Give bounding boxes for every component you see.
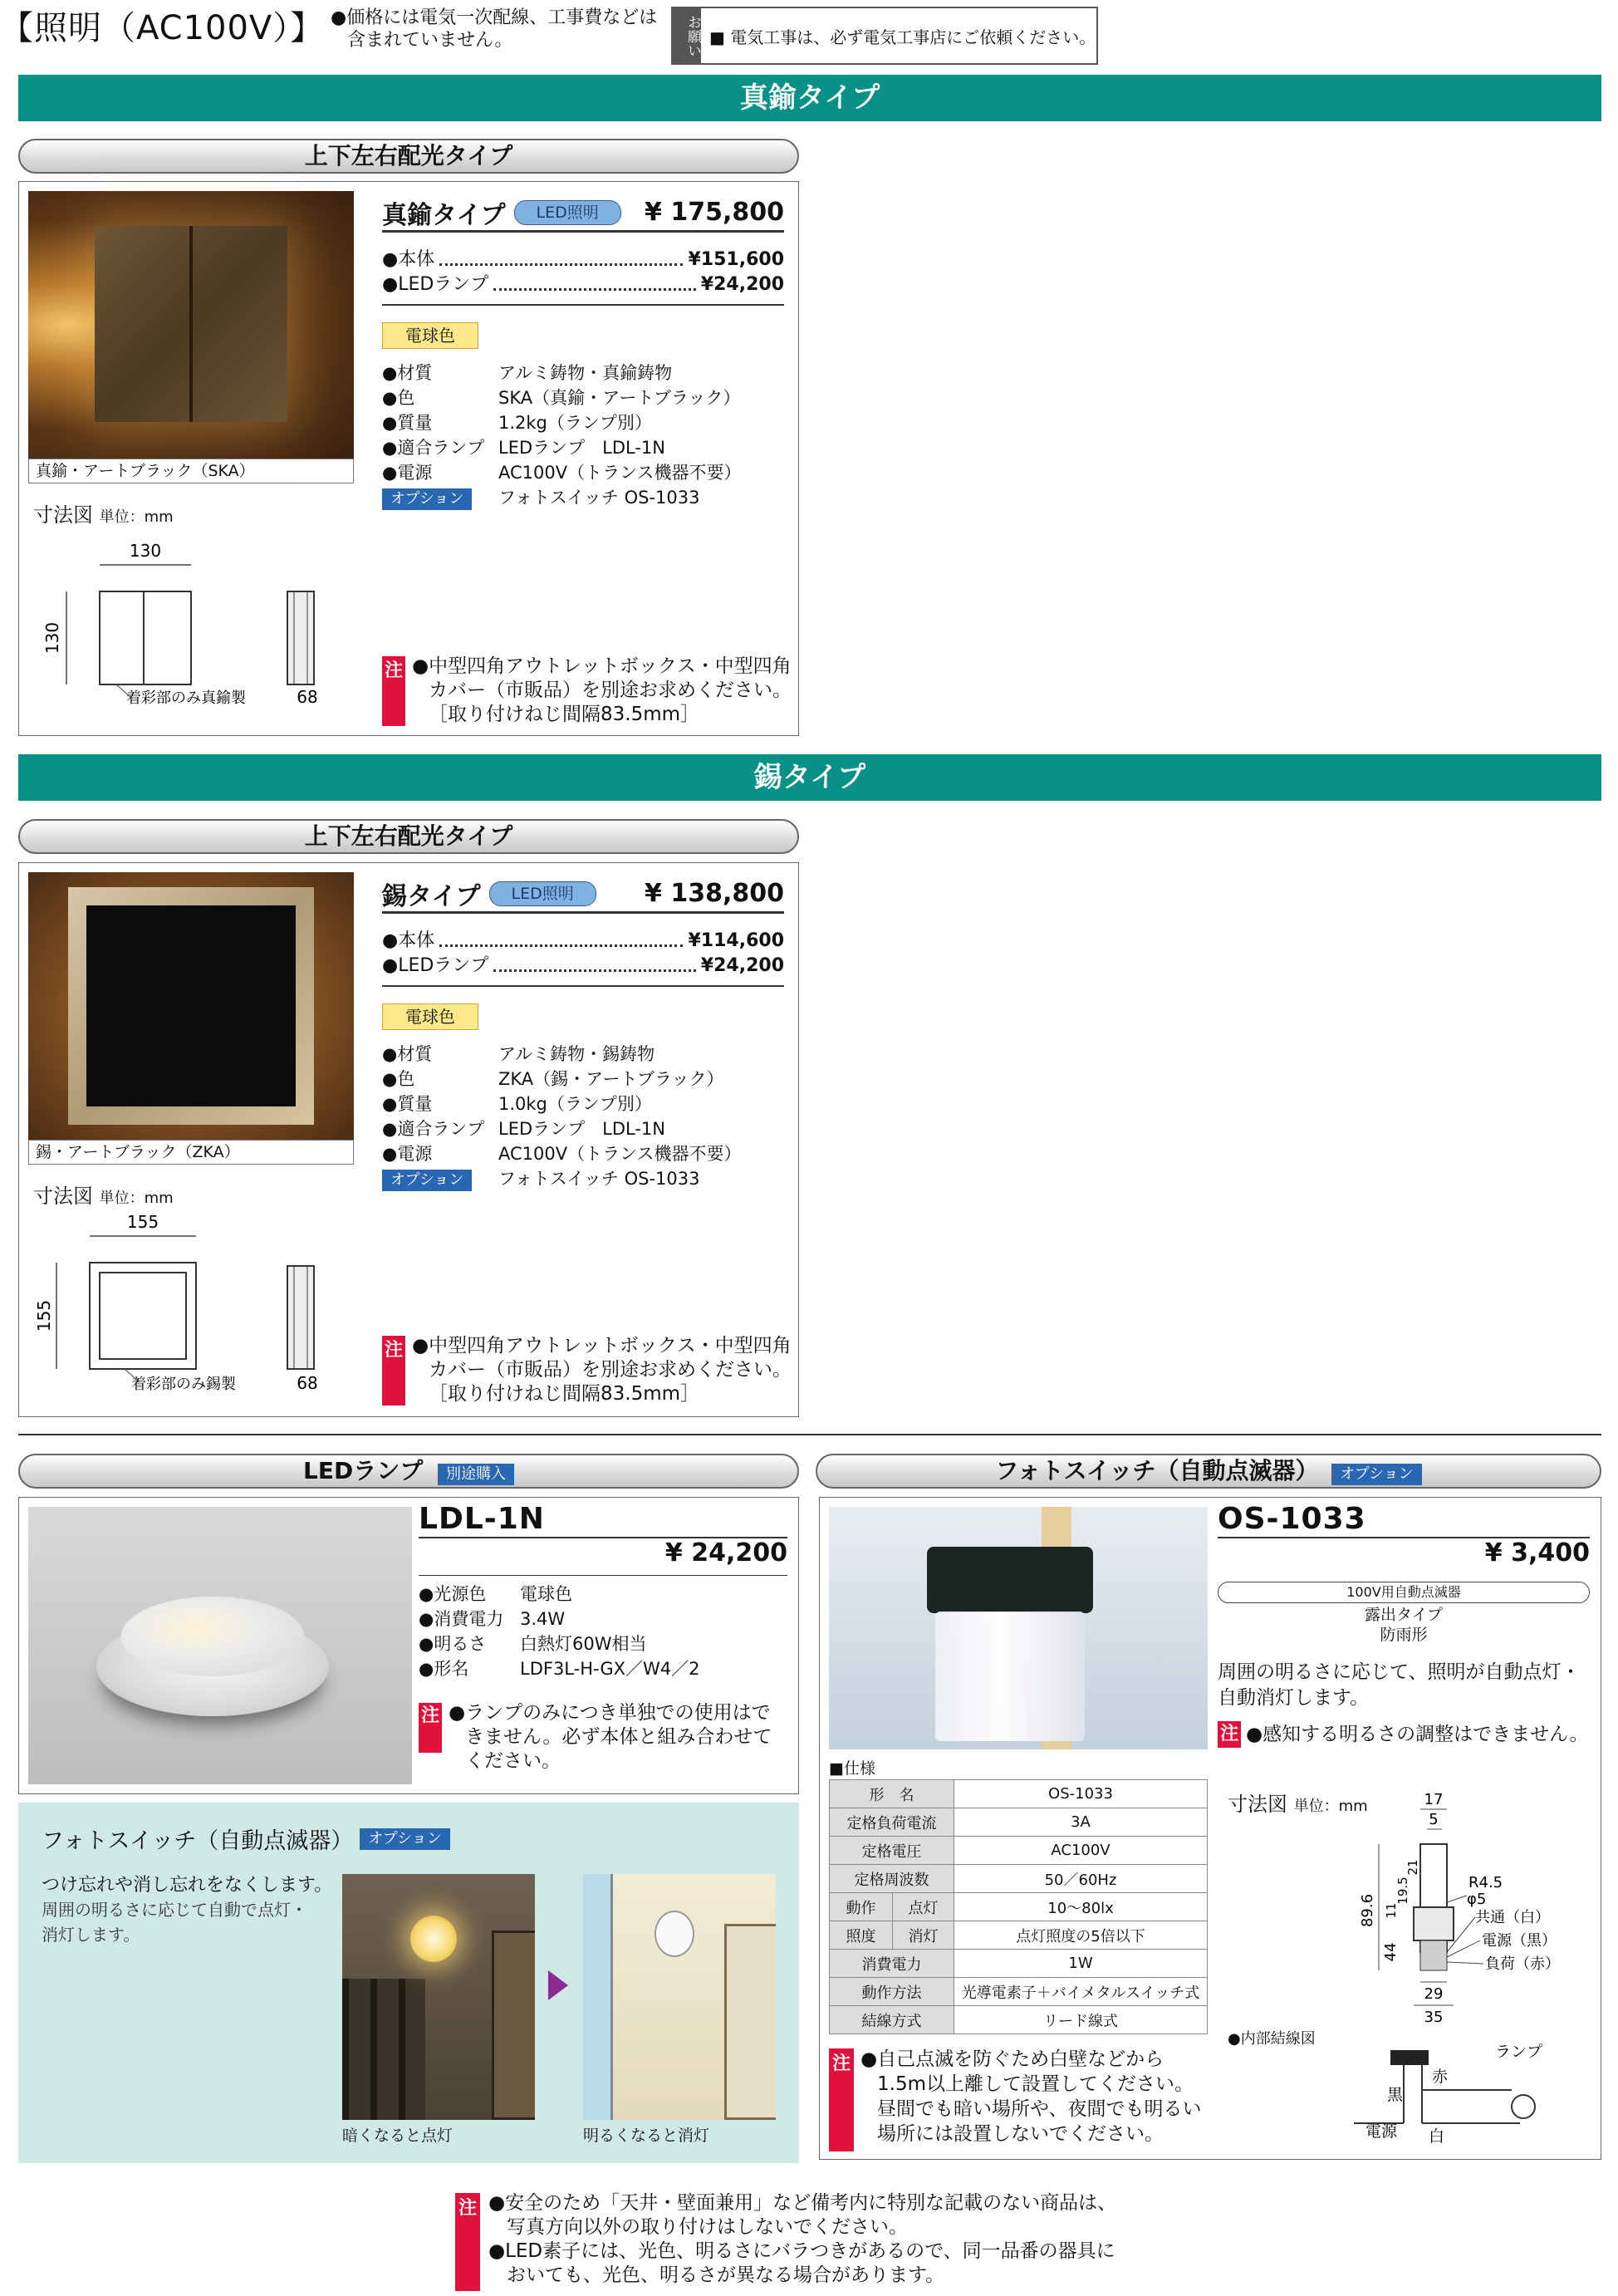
explainer-desc [42, 1897, 307, 1947]
body-price-row [382, 248, 784, 272]
spec-key: ●形名 [419, 1659, 469, 1679]
option-value: フォトスイッチ OS-1033 [498, 488, 700, 508]
product-name-tin: 錫タイプ [382, 881, 481, 911]
spec-key: ●明るさ [419, 1634, 487, 1654]
dim-29: 29 [1424, 1985, 1444, 2003]
dim-896: 89.6 [1359, 1893, 1376, 1928]
dim-21: 21 [1405, 1859, 1420, 1876]
table-key: 定格電圧 [830, 1837, 954, 1865]
wire-power: 電源（黒） [1482, 1932, 1557, 1950]
body-label: ●本体 [382, 930, 435, 951]
spec-row [382, 1141, 784, 1166]
dim-unit: 単位：mm [1293, 1798, 1368, 1815]
lamp-price-row [382, 954, 784, 979]
table-row [830, 1865, 1208, 1893]
dim-height: 130 [42, 621, 62, 655]
lamp-pill [18, 1454, 799, 1489]
note-mark-tin: 注 [382, 1336, 405, 1406]
dim-44: 44 [1382, 1942, 1400, 1962]
wiring-title: ●内部結線図 [1228, 2030, 1316, 2048]
table-row [830, 1978, 1208, 2006]
wiring-diagram [1346, 2040, 1562, 2148]
wiring-power: 電源 [1365, 2122, 1398, 2141]
table-value: OS-1033 [954, 1780, 1208, 1808]
switch-sensor-cover [935, 1612, 1085, 1741]
spec-value: AC100V（トランス機器不要） [498, 1144, 742, 1164]
dim-width: 155 [126, 1213, 159, 1232]
spec-value: SKA（真鍮・アートブラック） [498, 388, 741, 408]
spec-value: アルミ鋳物・真鍮鋳物 [498, 363, 673, 383]
footer-line: ●安全のため「天井・壁面兼用」など備考内に特別な記載のない商品は、 [488, 2192, 1117, 2214]
dim-note: 着彩部のみ錫製 [131, 1376, 236, 1393]
product-photo-tin [28, 872, 354, 1140]
lamp-price: ¥ 24,200 [664, 1538, 787, 1567]
dim-17: 17 [1424, 1791, 1444, 1808]
dim-height: 155 [34, 1299, 54, 1332]
note-line: ［取り付けねじ間隔83.5mm］ [429, 1383, 700, 1405]
switch-tag: オプション [1331, 1464, 1421, 1485]
table-value: 光導電素子＋バイメタルスイッチ式 [954, 1978, 1208, 2006]
body-price-row [382, 929, 784, 954]
table-value: 1W [954, 1950, 1208, 1978]
option-value: フォトスイッチ OS-1033 [498, 1169, 700, 1189]
scene-bright [583, 1874, 776, 2120]
switch-sensor-note: ●感知する明るさの調整はできません。 [1246, 1724, 1589, 1745]
spec-key: ●適合ランプ [382, 1119, 485, 1139]
product-name-brass: 真鍮タイプ [382, 200, 506, 230]
arrow-icon [548, 1970, 568, 2000]
section-brass: 真鍮タイプ [18, 75, 1601, 121]
request-box [671, 7, 1098, 65]
dim-unit: 単位：mm [99, 1190, 174, 1207]
table-value: 50／60Hz [954, 1865, 1208, 1893]
table-row [830, 1837, 1208, 1865]
spec-row [382, 385, 784, 410]
note-line: きません。必ず本体と組み合わせて [465, 1726, 772, 1748]
explainer-lead: つけ忘れや消し忘れをなくします。 [42, 1875, 333, 1896]
price-notice-line-1: ●価格には電気一次配線、工事費などは [331, 7, 658, 28]
spec-value: ZKA（錫・アートブラック） [498, 1069, 724, 1089]
type-line: 露出タイプ [1364, 1606, 1444, 1624]
product-price-brass: ¥ 175,800 [645, 198, 784, 227]
note-line: ●自己点滅を防ぐため白壁などから [860, 2048, 1164, 2070]
desc-line: 消灯します。 [42, 1925, 140, 1945]
switch-photo [829, 1507, 1208, 1749]
table-key: 形 名 [830, 1780, 954, 1808]
explainer-title: フォトスイッチ（自動点滅器） [42, 1828, 354, 1854]
footer-line: 写真方向以外の取り付けはしないでください。 [507, 2216, 908, 2238]
section-divider [18, 1434, 1601, 1435]
spec-row [419, 1631, 700, 1656]
lamp-label: ●LEDランプ [382, 274, 489, 295]
photo-caption-tin: 錫・アートブラック（ZKA） [28, 1140, 354, 1165]
table-value: リード線式 [954, 2006, 1208, 2034]
note-line: ください。 [465, 1750, 561, 1772]
product-header-tin [382, 876, 784, 914]
note-mark-brass: 注 [382, 656, 405, 726]
spec-row [382, 1042, 784, 1067]
note-line: ［取り付けねじ間隔83.5mm］ [429, 704, 700, 725]
spec-value: LDF3L-H-GX／W4／2 [520, 1659, 700, 1679]
table-subkey: 点灯 [893, 1893, 954, 1921]
spec-value: AC100V（トランス機器不要） [498, 463, 742, 483]
spec-row [419, 1582, 700, 1607]
dim-5: 5 [1429, 1811, 1439, 1828]
price-notice-line-2: 含まれていません。 [347, 30, 513, 51]
note-line: ●ランプのみにつき単独での使用はで [449, 1702, 771, 1724]
dim-35: 35 [1424, 2009, 1444, 2026]
spec-row [419, 1607, 700, 1631]
note-mark-install: 注 [829, 2048, 854, 2151]
request-text: ■ 電気工事は、必ず電気工事店にご依頼ください。 [709, 27, 1096, 47]
door [724, 1924, 776, 2120]
product-header-brass [382, 194, 784, 233]
switch-housing [927, 1547, 1093, 1613]
desc-line: 周囲の明るさに応じて自動で点灯・ [42, 1900, 307, 1920]
body-label: ●本体 [382, 249, 435, 270]
type-line: 防雨形 [1380, 1626, 1428, 1644]
lamp-tag: 別途購入 [438, 1464, 514, 1485]
spec-row [419, 1656, 700, 1681]
note-line: ●中型四角アウトレットボックス・中型四角 [412, 655, 792, 677]
table-value: AC100V [954, 1837, 1208, 1865]
wire-load: 負荷（赤） [1485, 1955, 1560, 1973]
dim-11: 11 [1384, 1902, 1399, 1919]
switch-type-pill: 100V用自動点滅器 [1218, 1582, 1590, 1603]
wiring-lamp: ランプ [1495, 2043, 1543, 2061]
dim-depth: 68 [297, 687, 318, 707]
spec-key: ●色 [382, 1069, 415, 1089]
spec-key: ●色 [382, 388, 415, 408]
section-tin: 錫タイプ [18, 754, 1601, 801]
table-value: 点灯照度の5倍以下 [954, 1921, 1208, 1950]
dim-195: 19.5 [1395, 1877, 1410, 1905]
table-row [830, 1780, 1208, 1808]
wiring-white: 白 [1429, 2127, 1445, 2146]
spec-key: ●材質 [382, 1044, 433, 1064]
product-photo-brass [28, 191, 354, 459]
option-row [382, 485, 784, 510]
dim-depth: 68 [297, 1373, 318, 1393]
subtype-pill-tin: 上下左右配光タイプ [18, 819, 799, 854]
switch-price: ¥ 3,400 [1484, 1538, 1590, 1567]
switch-model: OS-1033 [1218, 1502, 1366, 1536]
lamp-divider-2 [419, 1575, 787, 1576]
spec-row [382, 1092, 784, 1116]
table-row [830, 1921, 1208, 1950]
spec-row [382, 435, 784, 460]
dim-note: 着彩部のみ真鍮製 [126, 689, 246, 707]
spec-key: ●材質 [382, 363, 433, 383]
dim-title-brass [33, 498, 174, 527]
dim-width: 130 [129, 541, 162, 561]
note-line: カバー（市販品）を別途お求めください。 [429, 679, 792, 701]
table-key: 動作方法 [830, 1978, 954, 2006]
dim-title-tin [33, 1180, 174, 1209]
lamp-photo [28, 1507, 412, 1784]
note-tin [412, 1334, 792, 1406]
wiring-red: 赤 [1432, 2068, 1449, 2086]
table-row [830, 1808, 1208, 1837]
specs-tin [382, 1042, 784, 1191]
fixture-slit [189, 226, 193, 422]
table-key: 消費電力 [830, 1950, 954, 1978]
switch-section-title: フォトスイッチ（自動点滅器） [995, 1457, 1319, 1484]
dim-title: 寸法図 [33, 1185, 93, 1208]
spec-key: ●質量 [382, 1094, 433, 1114]
dimension-drawing-brass [33, 532, 365, 731]
wire-common: 共通（白） [1475, 1909, 1550, 1926]
note-line: カバー（市販品）を別途お求めください。 [429, 1359, 792, 1381]
spec-key: ●質量 [382, 413, 433, 433]
dimension-drawing-tin [33, 1213, 365, 1412]
table-row [830, 1893, 1208, 1921]
note-mark-footer: 注 [455, 2193, 480, 2291]
divider [382, 985, 784, 987]
scene-dark [342, 1874, 535, 2120]
spec-value: 白熱灯60W相当 [520, 1634, 647, 1654]
plate-side [287, 1266, 314, 1369]
table-row [830, 2006, 1208, 2034]
spec-key: ●電源 [382, 463, 433, 483]
spec-row [382, 460, 784, 485]
spec-row [382, 410, 784, 435]
table-subkey: 消灯 [893, 1921, 954, 1950]
switch-pill [816, 1454, 1601, 1489]
dim-r45: R4.5 [1468, 1874, 1503, 1891]
spec-value: LEDランプ LDL-1N [498, 438, 665, 458]
desc-line: 自動消灯します。 [1218, 1687, 1370, 1709]
fixture-frame [68, 887, 314, 1125]
product-price-tin: ¥ 138,800 [645, 879, 784, 908]
plate-side [287, 591, 314, 684]
color-tag-brass: 電球色 [382, 322, 478, 349]
dim-phi5: φ5 [1467, 1891, 1487, 1908]
wiring-black: 黒 [1387, 2086, 1404, 2104]
table-key: 定格周波数 [830, 1865, 954, 1893]
dim-unit: 単位：mm [99, 508, 174, 526]
plate-front [100, 591, 191, 684]
light-off [655, 1911, 694, 1957]
lamp-price: ¥24,200 [700, 955, 784, 976]
note-line: 場所には設置しないでください。 [877, 2123, 1164, 2145]
caption-bright: 明るくなると消灯 [583, 2127, 710, 2145]
lamp-label: ●LEDランプ [382, 955, 489, 976]
sky-window [583, 1874, 613, 2120]
fence [342, 1979, 425, 2120]
spec-value: 電球色 [520, 1584, 572, 1604]
spec-row [382, 1116, 784, 1141]
color-tag-tin: 電球色 [382, 1003, 478, 1030]
lamp-price: ¥24,200 [700, 274, 784, 295]
door [492, 1931, 535, 2120]
table-key: 結線方式 [830, 2006, 954, 2034]
spec-key: ●消費電力 [419, 1609, 504, 1629]
install-note [860, 2047, 1202, 2146]
lamp-section-title: LEDランプ [303, 1457, 424, 1484]
lamp-specs [419, 1582, 700, 1681]
price-breakdown-tin [382, 929, 784, 979]
spec-row [382, 361, 784, 385]
table-value: 10〜80lx [954, 1893, 1208, 1921]
switch-type [1218, 1605, 1590, 1645]
note-line: ●中型四角アウトレットボックス・中型四角 [412, 1335, 792, 1357]
footer-line: おいても、光色、明るさが異なる場合があります。 [507, 2264, 945, 2286]
note-brass [412, 655, 792, 727]
body-price: ¥151,600 [688, 249, 784, 270]
note-mark-switch: 注 [1218, 1721, 1241, 1748]
photo-caption-brass: 真鍮・アートブラック（SKA） [28, 459, 354, 483]
spec-value: 1.0kg（ランプ別） [498, 1094, 652, 1114]
spec-value: アルミ鋳物・錫鋳物 [498, 1044, 655, 1064]
caption-dark: 暗くなると点灯 [342, 2127, 454, 2145]
onegai-label: お願い [673, 8, 701, 63]
spec-value: 1.2kg（ランプ別） [498, 413, 652, 433]
switch-dimension-drawing [1293, 1786, 1595, 2035]
divider [382, 304, 784, 306]
dim-title: 寸法図 [1228, 1793, 1287, 1816]
table-key: 定格負荷電流 [830, 1808, 954, 1837]
specs-brass [382, 361, 784, 510]
spec-table [829, 1779, 1208, 2034]
explainer-tag: オプション [360, 1828, 449, 1850]
table-key: 照度 [830, 1921, 893, 1950]
page-title: 【照明（AC100V）】 [0, 9, 325, 47]
spec-value: LEDランプ LDL-1N [498, 1119, 665, 1139]
spec-key: ●光源色 [419, 1584, 487, 1604]
led-chip-brass: LED照明 [514, 200, 621, 225]
spec-key: ●電源 [382, 1144, 433, 1164]
dim-title: 寸法図 [33, 503, 93, 527]
lamp-model: LDL-1N [419, 1502, 545, 1536]
spec-title: ■仕様 [829, 1759, 875, 1778]
price-notice [331, 7, 657, 52]
spec-key: ●適合ランプ [382, 438, 485, 458]
footer-line: ●LED素子には、光色、明るさにバラつきがあるので、同一品番の器具に [488, 2240, 1115, 2262]
price-breakdown-brass [382, 248, 784, 297]
option-row [382, 1166, 784, 1191]
explainer-title-row [42, 1823, 450, 1855]
footer-notes [488, 2191, 1116, 2288]
body-price: ¥114,600 [688, 930, 784, 951]
table-row [830, 1950, 1208, 1978]
option-tag: オプション [382, 488, 472, 510]
table-key: 動作 [830, 1893, 893, 1921]
desc-line: 周囲の明るさに応じて、照明が自動点灯・ [1218, 1661, 1581, 1683]
light-on [410, 1916, 457, 1962]
table-value: 3A [954, 1808, 1208, 1837]
plate-front [90, 1263, 196, 1369]
led-chip-tin: LED照明 [489, 881, 596, 906]
option-tag: オプション [382, 1170, 472, 1191]
fixture-black-panel [86, 905, 296, 1106]
spec-value: 3.4W [520, 1609, 566, 1629]
note-lamp [449, 1701, 772, 1774]
lamp-price-row [382, 272, 784, 297]
note-line: 昼間でも暗い場所や、夜間でも明るい [877, 2098, 1202, 2120]
spec-row [382, 1067, 784, 1092]
note-mark-lamp: 注 [419, 1703, 442, 1753]
lamp-lens [121, 1597, 304, 1676]
note-line: 1.5m以上離して設置してください。 [877, 2073, 1194, 2095]
subtype-pill-brass: 上下左右配光タイプ [18, 139, 799, 174]
switch-desc [1218, 1660, 1581, 1711]
